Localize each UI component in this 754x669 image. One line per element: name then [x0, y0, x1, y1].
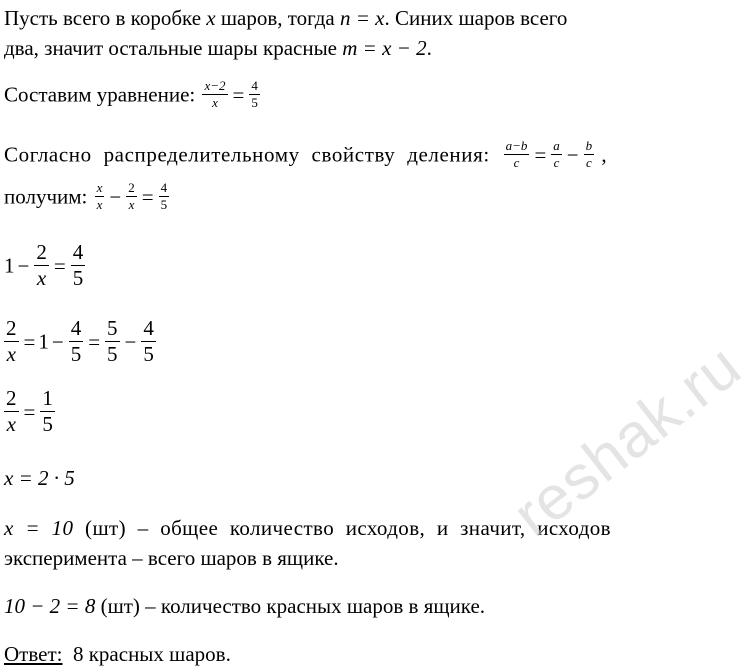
- operator: =: [88, 329, 101, 354]
- fraction-numerator: 4: [72, 240, 84, 264]
- fraction: [71, 240, 86, 291]
- fraction: [249, 78, 260, 111]
- operator: =: [53, 253, 66, 278]
- text-line-1: [4, 6, 567, 30]
- fraction: [202, 78, 227, 111]
- math-eq: n = x: [339, 6, 385, 30]
- answer-label: Ответ:: [4, 642, 63, 666]
- math-eq: 10 − 2 = 8: [4, 594, 96, 618]
- answer-line: [4, 642, 231, 666]
- text-line-2: [4, 36, 432, 60]
- operator: =: [232, 82, 245, 107]
- text-segment: Согласно распределительному свойству деления:: [4, 142, 502, 167]
- watermark-logo: reshak.ru: [500, 331, 754, 551]
- fraction-denominator: 5: [143, 342, 154, 366]
- text-segment: (шт) – количество красных шаров в ящике.: [95, 594, 486, 618]
- text-line-8: [4, 594, 485, 618]
- text-segment: шаров, тогда: [215, 6, 340, 30]
- operator: −: [124, 329, 137, 354]
- text-segment: ,: [596, 142, 607, 167]
- fraction: [141, 316, 156, 367]
- operator: =: [23, 329, 36, 354]
- fraction-numerator: 2: [36, 240, 47, 264]
- text-segment: Пусть всего в коробке: [4, 6, 207, 30]
- equation-2: [4, 316, 158, 367]
- math-eq: m = x − 2: [342, 36, 427, 60]
- fraction-numerator: 4: [251, 78, 258, 93]
- fraction: [105, 316, 120, 367]
- text-segment: Составим уравнение:: [4, 82, 201, 107]
- operator: =: [23, 399, 36, 424]
- fraction-numerator: 4: [143, 316, 154, 340]
- equation-1: [4, 240, 87, 291]
- text-line-7: эксперимента – всего шаров в ящике.: [4, 546, 339, 570]
- text-line-5: [4, 180, 171, 213]
- fraction-numerator: 4: [160, 180, 168, 195]
- fraction-numerator: 2: [6, 386, 17, 410]
- fraction-numerator: 2: [6, 316, 17, 340]
- equation-4: x = 2 · 5: [4, 466, 75, 490]
- fraction-denominator: 5: [160, 197, 168, 212]
- math-term: 1: [38, 329, 49, 354]
- operator: −: [51, 329, 64, 354]
- math-var: x: [206, 6, 216, 30]
- equation-3: [4, 386, 57, 437]
- fraction-numerator: 5: [107, 316, 118, 340]
- text-line-4: [4, 138, 607, 171]
- fraction-numerator: a−b: [505, 138, 528, 153]
- operator: −: [109, 184, 122, 209]
- fraction-denominator: x: [128, 197, 135, 212]
- fraction: [69, 316, 84, 367]
- fraction-numerator: 4: [70, 316, 82, 340]
- fraction: [584, 138, 595, 171]
- fraction-numerator: 2: [128, 180, 135, 195]
- fraction-denominator: 5: [107, 342, 118, 366]
- fraction-denominator: c: [513, 155, 520, 170]
- fraction-denominator: x: [36, 266, 47, 290]
- text-line-3: [4, 78, 262, 111]
- math-term: 1: [4, 253, 15, 278]
- fraction-numerator: x−2: [204, 78, 226, 93]
- text-segment: два, значит остальные шары красные: [4, 36, 343, 60]
- fraction: [126, 180, 137, 213]
- fraction-denominator: c: [553, 155, 560, 170]
- fraction: [504, 138, 530, 171]
- fraction: [34, 240, 49, 291]
- operator: −: [566, 142, 579, 167]
- operator: −: [17, 253, 30, 278]
- text-segment: . Синих шаров всего: [384, 6, 568, 30]
- fraction-denominator: c: [585, 155, 592, 170]
- fraction-denominator: 5: [42, 412, 53, 436]
- fraction: [4, 386, 19, 437]
- fraction-numerator: a: [553, 138, 560, 153]
- answer-text: 8 красных шаров.: [62, 642, 231, 666]
- fraction-denominator: 5: [70, 342, 82, 366]
- fraction: [95, 180, 105, 213]
- math-eq: x = 10: [4, 516, 74, 540]
- fraction-denominator: x: [6, 412, 16, 436]
- fraction: [40, 386, 55, 437]
- fraction: [551, 138, 562, 171]
- fraction: [4, 316, 19, 367]
- fraction-denominator: x: [96, 197, 103, 212]
- fraction-numerator: x: [96, 180, 103, 195]
- fraction-numerator: b: [585, 138, 593, 153]
- fraction-denominator: 5: [251, 95, 258, 110]
- text-segment: .: [426, 36, 432, 60]
- operator: =: [141, 184, 154, 209]
- fraction-numerator: 1: [42, 386, 53, 410]
- fraction-denominator: 5: [72, 266, 84, 290]
- text-segment: получим:: [4, 184, 93, 209]
- fraction: [159, 180, 170, 213]
- operator: =: [534, 142, 547, 167]
- fraction-denominator: x: [6, 342, 16, 366]
- fraction-denominator: x: [212, 95, 218, 110]
- text-segment: (шт) – общее количество исходов, и значит, исходов: [73, 516, 611, 540]
